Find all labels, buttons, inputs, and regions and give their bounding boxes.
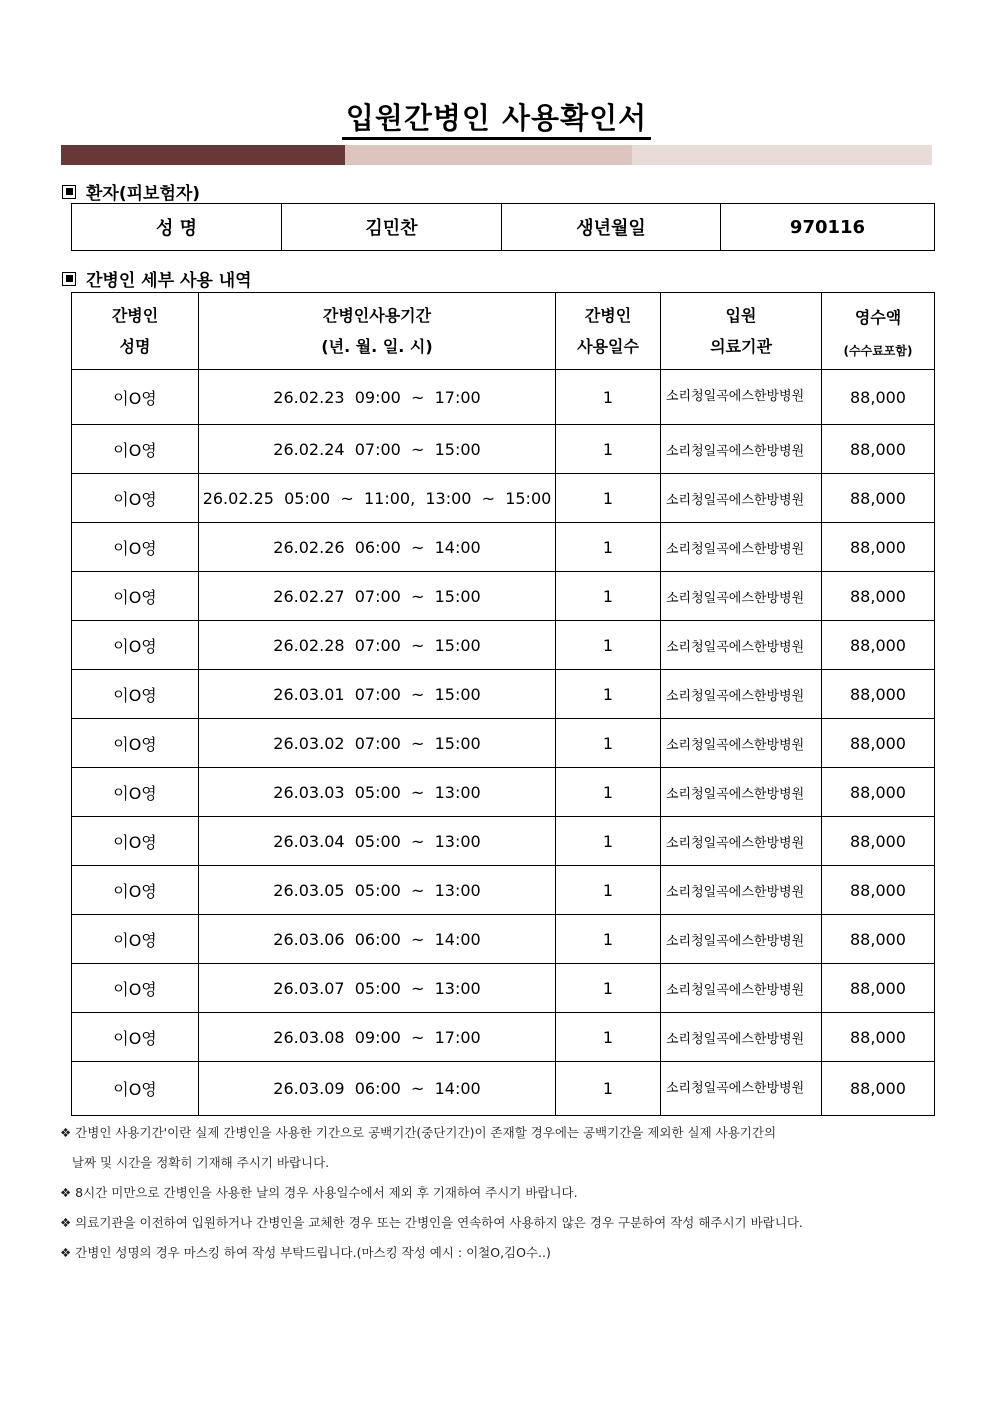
usage-days: 1 — [556, 670, 661, 719]
table-row — [72, 1013, 935, 1062]
usage-days: 1 — [556, 1013, 661, 1062]
amount: 88,000 — [822, 474, 935, 523]
hospital: 소리청일곡에스한방병원 — [661, 370, 822, 425]
usage-days: 1 — [556, 370, 661, 425]
hospital: 소리청일곡에스한방병원 — [661, 915, 822, 964]
usage-period: 26.03.09 06:00 ~ 14:00 — [199, 1062, 556, 1116]
usage-period: 26.02.24 07:00 ~ 15:00 — [199, 425, 556, 474]
hospital: 소리청일곡에스한방병원 — [661, 719, 822, 768]
usage-period: 26.03.08 09:00 ~ 17:00 — [199, 1013, 556, 1062]
usage-period: 26.02.25 05:00 ~ 11:00, 13:00 ~ 15:00 — [199, 474, 556, 523]
amount: 88,000 — [822, 572, 935, 621]
usage-period: 26.03.01 07:00 ~ 15:00 — [199, 670, 556, 719]
hospital: 소리청일곡에스한방병원 — [661, 523, 822, 572]
usage-period: 26.02.23 09:00 ~ 17:00 — [199, 370, 556, 425]
amount: 88,000 — [822, 915, 935, 964]
caregiver-name: 이O영 — [72, 866, 199, 915]
header-amount: 영수액 (수수료포함) — [822, 293, 935, 370]
hospital: 소리청일곡에스한방병원 — [661, 572, 822, 621]
caregiver-usage-table — [71, 292, 935, 1116]
patient-dob: 970116 — [721, 204, 935, 251]
hospital: 소리청일곡에스한방병원 — [661, 621, 822, 670]
usage-period: 26.03.04 05:00 ~ 13:00 — [199, 817, 556, 866]
note: 날짜 및 시간을 정확히 기재해 주시기 바랍니다. — [60, 1155, 330, 1170]
caregiver-name: 이O영 — [72, 1013, 199, 1062]
hospital: 소리청일곡에스한방병원 — [661, 1062, 822, 1116]
patient-section-heading: 환자(피보험자) — [62, 179, 200, 204]
name-label: 성 명 — [72, 204, 282, 251]
detail-section-heading: 간병인 세부 사용 내역 — [62, 266, 252, 291]
table-row — [72, 1062, 935, 1116]
usage-days: 1 — [556, 866, 661, 915]
caregiver-name: 이O영 — [72, 474, 199, 523]
header-name: 간병인 성명 — [72, 293, 199, 370]
amount: 88,000 — [822, 670, 935, 719]
bar-segment-3 — [632, 145, 932, 165]
amount: 88,000 — [822, 1013, 935, 1062]
usage-period: 26.03.07 05:00 ~ 13:00 — [199, 964, 556, 1013]
header-days: 간병인 사용일수 — [556, 293, 661, 370]
usage-period: 26.03.02 07:00 ~ 15:00 — [199, 719, 556, 768]
hospital: 소리청일곡에스한방병원 — [661, 425, 822, 474]
table-row — [72, 670, 935, 719]
bar-segment-1 — [61, 145, 345, 165]
usage-period: 26.02.28 07:00 ~ 15:00 — [199, 621, 556, 670]
caregiver-name: 이O영 — [72, 1062, 199, 1116]
amount: 88,000 — [822, 1062, 935, 1116]
amount: 88,000 — [822, 768, 935, 817]
document-title: 입원간병인 사용확인서 — [0, 96, 993, 137]
note: ❖ 의료기관을 이전하여 입원하거나 간병인을 교체한 경우 또는 간병인을 연속하여 사용하지 않은 경우 구분하여 작성 해주시기 바랍니다. — [60, 1215, 803, 1230]
table-row — [72, 768, 935, 817]
notes — [60, 1118, 803, 1268]
hospital: 소리청일곡에스한방병원 — [661, 817, 822, 866]
usage-period: 26.03.06 06:00 ~ 14:00 — [199, 915, 556, 964]
table-row — [72, 523, 935, 572]
caregiver-name: 이O영 — [72, 621, 199, 670]
hospital: 소리청일곡에스한방병원 — [661, 1013, 822, 1062]
caregiver-name: 이O영 — [72, 719, 199, 768]
header-hospital: 입원 의료기관 — [661, 293, 822, 370]
usage-period: 26.03.03 05:00 ~ 13:00 — [199, 768, 556, 817]
note: ❖ 8시간 미만으로 간병인을 사용한 날의 경우 사용일수에서 제외 후 기재하여 주시기 바랍니다. — [60, 1185, 578, 1200]
dob-label: 생년월일 — [502, 204, 721, 251]
table-row — [72, 572, 935, 621]
amount: 88,000 — [822, 719, 935, 768]
caregiver-name: 이O영 — [72, 670, 199, 719]
usage-days: 1 — [556, 719, 661, 768]
usage-days: 1 — [556, 1062, 661, 1116]
hospital: 소리청일곡에스한방병원 — [661, 670, 822, 719]
hospital: 소리청일곡에스한방병원 — [661, 964, 822, 1013]
square-bullet-icon — [62, 272, 76, 286]
amount: 88,000 — [822, 621, 935, 670]
hospital: 소리청일곡에스한방병원 — [661, 866, 822, 915]
usage-days: 1 — [556, 915, 661, 964]
caregiver-name: 이O영 — [72, 370, 199, 425]
table-row — [72, 370, 935, 425]
patient-table — [71, 203, 935, 251]
table-row — [72, 915, 935, 964]
usage-days: 1 — [556, 817, 661, 866]
note: ❖ 간병인 사용기간'이란 실제 간병인을 사용한 기간으로 공백기간(중단기간)이 존재할 경우에는 공백기간을 제외한 실제 사용기간의 — [60, 1125, 777, 1140]
table-row — [72, 425, 935, 474]
table-row — [72, 474, 935, 523]
usage-days: 1 — [556, 768, 661, 817]
usage-period: 26.03.05 05:00 ~ 13:00 — [199, 866, 556, 915]
caregiver-name: 이O영 — [72, 425, 199, 474]
usage-days: 1 — [556, 474, 661, 523]
amount: 88,000 — [822, 425, 935, 474]
amount: 88,000 — [822, 370, 935, 425]
square-bullet-icon — [62, 185, 76, 199]
caregiver-name: 이O영 — [72, 817, 199, 866]
caregiver-name: 이O영 — [72, 572, 199, 621]
caregiver-name: 이O영 — [72, 964, 199, 1013]
table-row — [72, 621, 935, 670]
patient-name: 김민찬 — [282, 204, 502, 251]
hospital: 소리청일곡에스한방병원 — [661, 768, 822, 817]
decorative-bar — [61, 145, 932, 165]
note: ❖ 간병인 성명의 경우 마스킹 하여 작성 부탁드립니다.(마스킹 작성 예시 : 이철O,김O수..) — [60, 1245, 551, 1260]
usage-days: 1 — [556, 964, 661, 1013]
amount: 88,000 — [822, 817, 935, 866]
bar-segment-2 — [345, 145, 632, 165]
amount: 88,000 — [822, 523, 935, 572]
caregiver-name: 이O영 — [72, 768, 199, 817]
usage-days: 1 — [556, 621, 661, 670]
table-row — [72, 964, 935, 1013]
table-row — [72, 866, 935, 915]
caregiver-name: 이O영 — [72, 523, 199, 572]
usage-days: 1 — [556, 523, 661, 572]
caregiver-name: 이O영 — [72, 915, 199, 964]
table-row — [72, 817, 935, 866]
usage-period: 26.02.26 06:00 ~ 14:00 — [199, 523, 556, 572]
table-row — [72, 719, 935, 768]
usage-days: 1 — [556, 572, 661, 621]
header-period: 간병인사용기간 (년. 월. 일. 시) — [199, 293, 556, 370]
amount: 88,000 — [822, 964, 935, 1013]
amount: 88,000 — [822, 866, 935, 915]
hospital: 소리청일곡에스한방병원 — [661, 474, 822, 523]
usage-days: 1 — [556, 425, 661, 474]
usage-period: 26.02.27 07:00 ~ 15:00 — [199, 572, 556, 621]
